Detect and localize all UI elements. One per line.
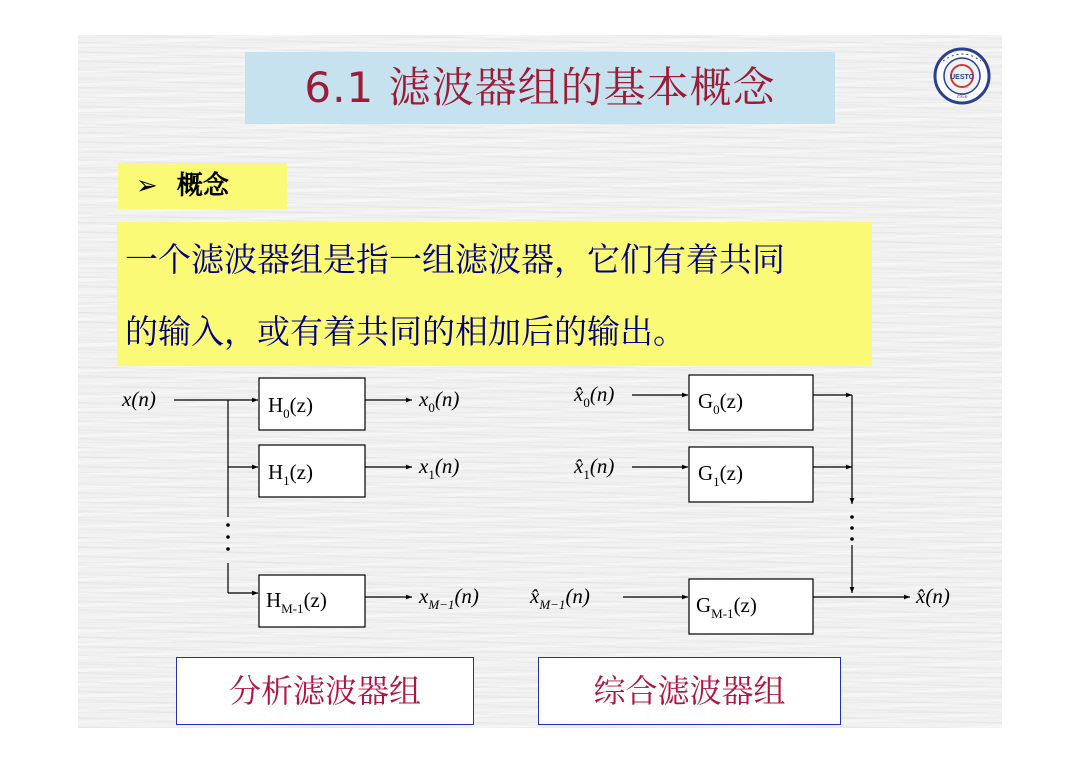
svg-text:UESTC: UESTC	[950, 74, 974, 81]
filter-label-g1: $G_1(z)$	[698, 461, 743, 489]
analysis-input-label: x(n)	[122, 387, 156, 411]
synthesis-ellipsis	[850, 515, 854, 541]
concept-heading-text: 概念	[176, 171, 229, 201]
analysis-output-label-0: $x_0(n)$	[419, 387, 460, 415]
analysis-output-label-m1: $x_{M-1}(n)$	[419, 584, 479, 612]
filter-label-hm1: $H_{M-1}(z)$	[266, 588, 327, 616]
synthesis-input-label-m1: $x̂_{M-1}(n)$	[530, 584, 590, 612]
synthesis-caption: 综合滤波器组	[593, 672, 786, 710]
analysis-caption: 分析滤波器组	[228, 672, 421, 710]
definition-line-1: 一个滤波器组是指一组滤波器，它们有着共同	[125, 240, 785, 279]
svg-text:1956: 1956	[956, 94, 968, 100]
filter-label-h1: $H_1(z)$	[268, 460, 313, 488]
analysis-caption-box	[176, 657, 474, 725]
analysis-output-label-1: $x_1(n)$	[419, 454, 460, 482]
arrow-bullet-icon: ➢	[136, 171, 158, 201]
synthesis-input-label-1: $x̂_1(n)$	[574, 454, 615, 482]
filter-bank-diagram	[78, 35, 1002, 728]
filter-label-gm1: $G_{M-1}(z)$	[696, 593, 757, 621]
synthesis-caption-box	[538, 657, 841, 725]
slide-title: 6.1 滤波器组的基本概念	[304, 63, 776, 112]
slide	[78, 35, 1002, 728]
synthesis-input-label-0: $x̂_0(n)$	[574, 382, 615, 410]
synthesis-output-label: x̂(n)	[916, 584, 950, 608]
filter-label-h0: $H_0(z)$	[268, 393, 313, 421]
analysis-ellipsis	[226, 523, 230, 551]
filter-label-g0: $G_0(z)$	[698, 389, 743, 417]
definition-line-2: 的输入，或有着共同的相加后的输出。	[125, 312, 686, 351]
